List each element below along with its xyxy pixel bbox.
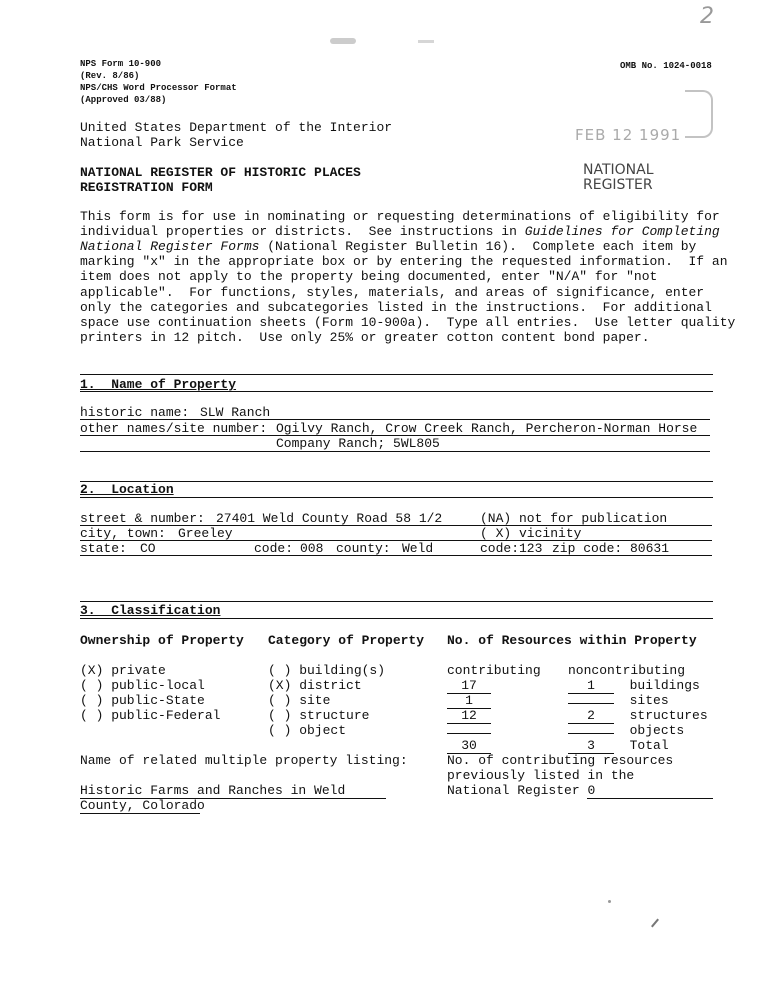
resource-row-sites: 1 bbox=[447, 693, 491, 709]
ownership-public-federal: ( ) public-Federal bbox=[80, 708, 221, 723]
form-number: NPS Form 10-900 bbox=[80, 59, 162, 69]
category-header: Category of Property bbox=[268, 633, 425, 648]
resource-row-structures: 12 bbox=[447, 708, 491, 724]
ownership-header: Ownership of Property bbox=[80, 633, 244, 648]
form-revision: (Rev. 8/86) bbox=[80, 71, 140, 81]
intro-line: marking "x" in the appropriate box or by entering the requested information. If an bbox=[80, 254, 728, 269]
received-date-stamp: FEB 12 1991 bbox=[575, 126, 682, 144]
form-title: NATIONAL REGISTER OF HISTORIC PLACES bbox=[80, 165, 361, 180]
stamp-register: REGISTER bbox=[583, 177, 653, 193]
county-label: county: bbox=[336, 541, 391, 556]
previously-listed-label: No. of contributing resources bbox=[447, 753, 674, 768]
stamp-bracket bbox=[685, 90, 713, 138]
omb-number: OMB No. 1024-0018 bbox=[620, 61, 712, 71]
stamp-national: NATIONAL bbox=[583, 162, 654, 178]
related-listing-label: Name of related multiple property listing: bbox=[80, 753, 408, 768]
section-heading-classification: 3. Classification bbox=[80, 603, 221, 618]
state-code-label: code: bbox=[254, 541, 294, 556]
previously-listed-label-cont: previously listed in the bbox=[447, 768, 635, 783]
zip-value: 80631 bbox=[630, 541, 670, 556]
resource-row-sites-non: sites bbox=[568, 693, 669, 708]
ownership-public-local: ( ) public-local bbox=[80, 678, 205, 693]
street-value: 27401 Weld County Road 58 1/2 bbox=[216, 511, 443, 526]
state-label: state: bbox=[80, 541, 127, 556]
city-label: city, town: bbox=[80, 526, 166, 541]
category-object: ( ) object bbox=[268, 723, 347, 738]
city-value: Greeley bbox=[178, 526, 233, 541]
field-line bbox=[80, 419, 710, 420]
ownership-public-state: ( ) public-State bbox=[80, 693, 205, 708]
intro-line: applicable". For functions, styles, materials, and areas of significance, enter bbox=[80, 285, 705, 300]
intro-line: individual properties or districts. See instructions in Guidelines for Completing bbox=[80, 224, 720, 239]
intro-line: This form is for use in nominating or requesting determinations of eligibility for bbox=[80, 209, 720, 224]
form-subtitle: REGISTRATION FORM bbox=[80, 180, 213, 195]
section-rule bbox=[80, 618, 713, 619]
resource-row-total-non: 3 Total bbox=[568, 738, 669, 754]
page-number-mark: 2 bbox=[700, 4, 714, 29]
field-line bbox=[80, 555, 712, 556]
resource-row-structures-non: 2 structures bbox=[568, 708, 708, 724]
intro-line: space use continuation sheets (Form 10-900a). Type all entries. Use letter quality bbox=[80, 315, 736, 330]
scan-speck bbox=[608, 900, 611, 903]
resource-row-objects-non: objects bbox=[568, 723, 684, 738]
state-code-value: 008 bbox=[300, 541, 324, 556]
field-line bbox=[80, 451, 710, 452]
street-label: street & number: bbox=[80, 511, 205, 526]
scan-speck bbox=[418, 40, 434, 43]
section-rule bbox=[80, 374, 713, 375]
section-rule bbox=[80, 497, 713, 498]
category-district: (X) district bbox=[268, 678, 362, 693]
section-rule bbox=[80, 481, 713, 482]
noncontributing-header: noncontributing bbox=[568, 663, 686, 678]
vicinity: ( X) vicinity bbox=[480, 526, 582, 541]
other-names-value: Ogilvy Ranch, Crow Creek Ranch, Percheron-Norman Horse bbox=[276, 421, 698, 436]
intro-line: printers in 12 pitch. Use only 25% or greater cotton content bond paper. bbox=[80, 330, 650, 345]
section-rule bbox=[80, 391, 713, 392]
scan-mark bbox=[651, 919, 659, 928]
category-structure: ( ) structure bbox=[268, 708, 370, 723]
previously-listed-row: National Register 0 bbox=[447, 783, 713, 799]
intro-line: only the categories and subcategories listed in the instructions. For additional bbox=[80, 300, 712, 315]
form-format: NPS/CHS Word Processor Format bbox=[80, 83, 237, 93]
related-listing-value: Historic Farms and Ranches in Weld bbox=[80, 783, 386, 799]
category-site: ( ) site bbox=[268, 693, 331, 708]
resources-header: No. of Resources within Property bbox=[447, 633, 697, 648]
other-names-label: other names/site number: bbox=[80, 421, 268, 436]
section-heading-name: 1. Name of Property bbox=[80, 377, 237, 392]
state-value: CO bbox=[140, 541, 156, 556]
not-for-publication: (NA) not for publication bbox=[480, 511, 668, 526]
historic-name-label: historic name: bbox=[80, 405, 190, 420]
resource-row-objects bbox=[447, 723, 491, 738]
zip-label: zip code: bbox=[552, 541, 623, 556]
category-buildings: ( ) building(s) bbox=[268, 663, 386, 678]
service-line: National Park Service bbox=[80, 135, 244, 150]
contributing-header: contributing bbox=[447, 663, 541, 678]
field-line bbox=[80, 525, 712, 526]
department-line: United States Department of the Interior bbox=[80, 120, 393, 135]
resource-row-total: 30 bbox=[447, 738, 491, 754]
ownership-private: (X) private bbox=[80, 663, 166, 678]
section-heading-location: 2. Location bbox=[80, 482, 174, 497]
county-code: code:123 bbox=[480, 541, 543, 556]
resource-row-buildings: 17 bbox=[447, 678, 491, 694]
other-names-value-cont: Company Ranch; 5WL805 bbox=[276, 436, 440, 451]
county-value: Weld bbox=[402, 541, 434, 556]
intro-line: National Register Forms (National Register Bulletin 16). Complete each item by bbox=[80, 239, 697, 254]
section-rule bbox=[80, 601, 713, 602]
intro-line: item does not apply to the property being documented, enter "N/A" for "not bbox=[80, 269, 658, 284]
form-approved: (Approved 03/88) bbox=[80, 95, 167, 105]
scan-speck bbox=[330, 38, 356, 44]
related-listing-value-cont: County, Colorado bbox=[80, 798, 205, 813]
resource-row-buildings-non: 1 buildings bbox=[568, 678, 700, 694]
historic-name-value: SLW Ranch bbox=[200, 405, 271, 420]
